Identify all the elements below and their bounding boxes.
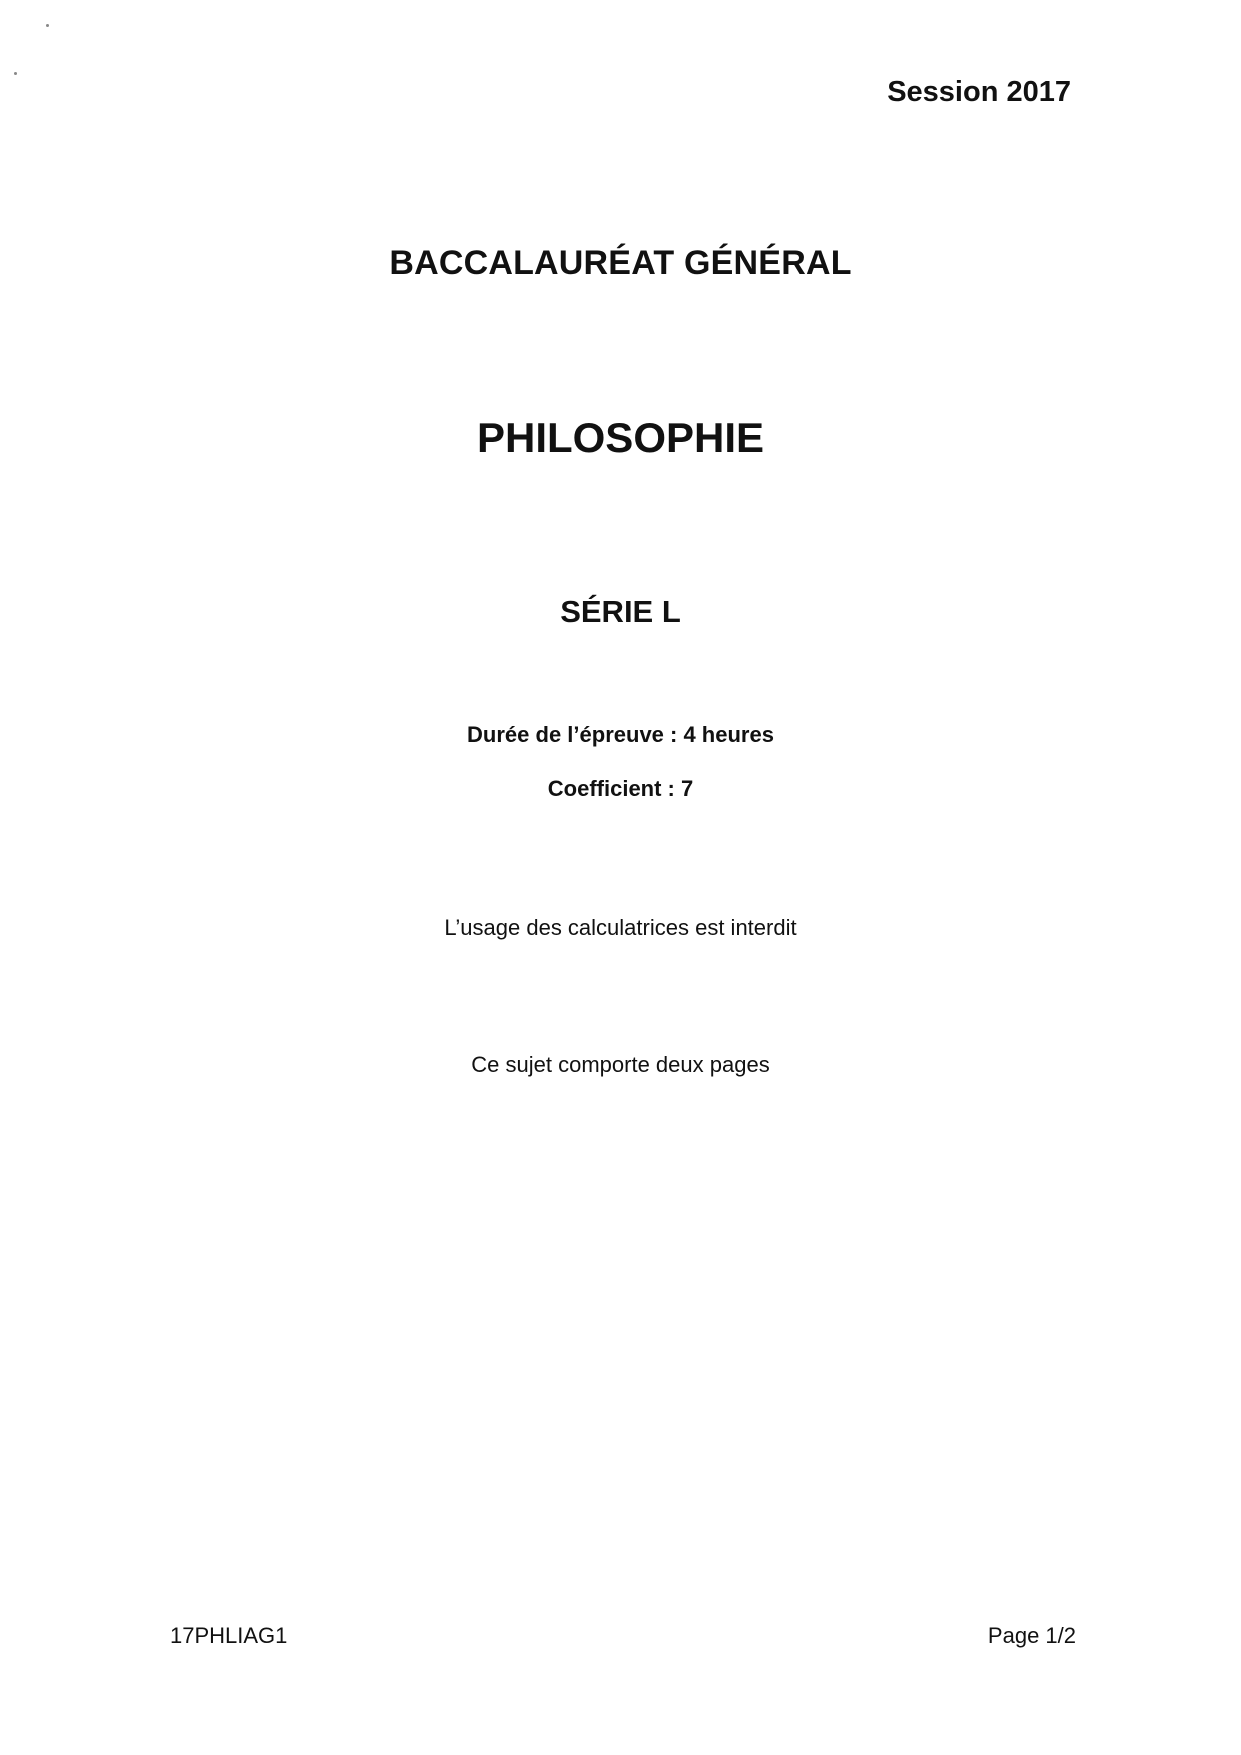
page-count-note: Ce sujet comporte deux pages bbox=[471, 1052, 770, 1077]
duration-label: Durée de l’épreuve : 4 heures bbox=[467, 722, 774, 747]
page-number: Page 1/2 bbox=[987, 1623, 1076, 1648]
subject-code: 17PHLIAG1 bbox=[170, 1623, 288, 1648]
calculator-rule: L’usage des calculatrices est interdit bbox=[444, 915, 797, 940]
coefficient-label: Coefficient : 7 bbox=[547, 776, 694, 801]
subject-title: PHILOSOPHIE bbox=[476, 414, 765, 461]
session-label: Session 2017 bbox=[887, 76, 1071, 108]
scan-speck bbox=[14, 72, 17, 75]
exam-type-heading: BACCALAURÉAT GÉNÉRAL bbox=[389, 244, 852, 282]
serie-label: SÉRIE L bbox=[560, 594, 681, 629]
scan-speck bbox=[46, 24, 49, 27]
